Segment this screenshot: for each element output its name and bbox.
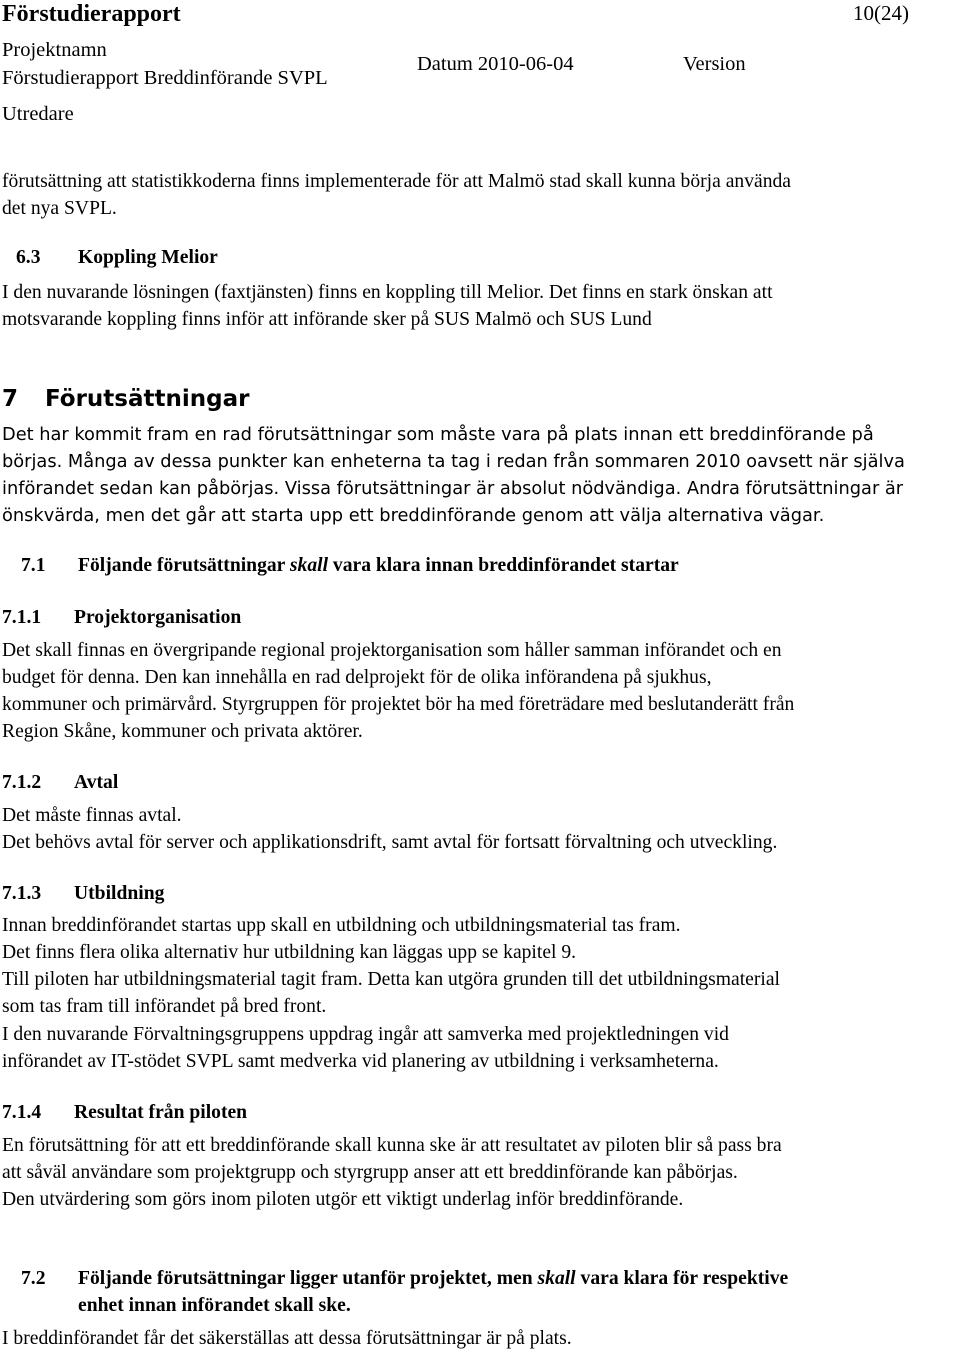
section-title: Utbildning (74, 883, 165, 904)
section-number: 7.2 (21, 1268, 46, 1289)
project-name-label: Projektnamn (2, 39, 107, 61)
s7-line-2: börjas. Många av dessa punkter kan enheterna ta tag i redan från sommaren 2010 oavsett när själva (2, 451, 905, 472)
section-number: 7.1.3 (2, 883, 42, 904)
section-7-2-heading-line-2: enhet innan införandet skall ske. (78, 1295, 351, 1316)
section-number: 6.3 (16, 247, 41, 268)
s7-1-3-line-4: som tas fram till införandet på bred front. (2, 996, 327, 1017)
section-title: Projektorganisation (74, 607, 242, 628)
section-7-heading (2, 388, 249, 411)
section-number: 7.1.4 (2, 1102, 42, 1123)
s7-1-3-line-6: införandet av IT-stödet SVPL samt medverka vid planering av utbildning i verksamheterna. (2, 1051, 719, 1072)
s7-1-4-line-2: att såväl användare som projektgrupp och styrgrupp anser att ett breddinförande kan påbörjas. (2, 1162, 738, 1183)
section-title: Koppling Melior (78, 247, 218, 268)
s7-1-2-line-1: Det måste finnas avtal. (2, 805, 182, 826)
s7-1-4-line-3: Den utvärdering som görs inom piloten utgör ett viktigt underlag inför breddinförande. (2, 1189, 684, 1210)
s7-1-3-line-3: Till piloten har utbildningsmaterial tagit fram. Detta kan utgöra grunden till det utbildningsmaterial (2, 969, 780, 990)
section-title: Resultat från piloten (74, 1102, 248, 1123)
version-label: Version (683, 53, 746, 75)
section-7-1-heading: 7.1 Följande förutsättningar skall vara klara innan breddinförandet startar (21, 555, 679, 576)
s6-3-line-1: I den nuvarande lösningen (faxtjänsten) finns en koppling till Melior. Det finns en stark önskan att (2, 282, 773, 303)
s7-1-3-line-5: I den nuvarande Förvaltningsgruppens uppdrag ingår att samverka med projektledningen vid (2, 1024, 729, 1045)
section-number: 7.1 (21, 555, 46, 576)
s7-line-4: önskvärda, men det går att starta upp ett breddinförande genom att välja alternativa vägar. (2, 505, 825, 526)
s7-line-3: införandet sedan kan påbörjas. Vissa förutsättningar är absolut nödvändiga. Andra förutsättningar är (2, 478, 904, 499)
document-title: Förstudierapport (2, 1, 181, 27)
s7-2-line-1: I breddinförandet får det säkerställas att dessa förutsättningar är på plats. (2, 1328, 572, 1349)
s7-1-1-line-2: budget för denna. Den kan innehålla en rad delprojekt för de olika införandena på sjukhus, (2, 667, 712, 688)
page-number: 10(24) (853, 1, 909, 25)
intro-line-1: förutsättning att statistikkoderna finns implementerade för att Malmö stad skall kunna börja använda (2, 171, 791, 192)
investigator-label: Utredare (2, 103, 74, 125)
s7-1-1-line-1: Det skall finnas en övergripande regional projektorganisation som håller samman införandet och en (2, 640, 782, 661)
intro-line-2: det nya SVPL. (2, 198, 117, 219)
s7-line-1: Det har kommit fram en rad förutsättningar som måste vara på plats innan ett breddinförande på (2, 424, 874, 445)
document-date: Datum 2010-06-04 (417, 53, 574, 75)
section-number: 7.1.1 (2, 607, 42, 628)
s7-1-2-line-2: Det behövs avtal för server och applikationsdrift, samt avtal för fortsatt förvaltning och utveckling. (2, 832, 778, 853)
s7-1-1-line-4: Region Skåne, kommuner och privata aktörer. (2, 721, 363, 742)
s7-1-3-line-1: Innan breddinförandet startas upp skall en utbildning och utbildningsmaterial tas fram. (2, 915, 681, 936)
section-number: 7.1.2 (2, 772, 42, 793)
section-title: Avtal (74, 772, 119, 793)
section-title: Förutsättningar (45, 386, 250, 412)
section-number: 7 (2, 386, 19, 412)
emphasis-skall: skall (537, 1268, 576, 1289)
s7-1-4-line-1: En förutsättning för att ett breddinförande skall kunna ske är att resultatet av piloten blir så pass bra (2, 1135, 782, 1156)
section-7-1-1-heading (2, 608, 241, 628)
s7-1-3-line-2: Det finns flera olika alternativ hur utbildning kan läggas upp se kapitel 9. (2, 942, 577, 963)
section-7-1-2-heading (2, 773, 118, 793)
section-6-3-heading (16, 248, 218, 268)
s6-3-line-2: motsvarande koppling finns inför att införande sker på SUS Malmö och SUS Lund (2, 309, 652, 330)
emphasis-skall: skall (289, 555, 329, 576)
section-7-1-4-heading (2, 1103, 247, 1123)
project-name: Förstudierapport Breddinförande SVPL (2, 67, 328, 89)
section-7-2-heading: 7.2 Följande förutsättningar ligger utanför projektet, men skall vara klara för respektive (21, 1268, 789, 1289)
s7-1-1-line-3: kommuner och primärvård. Styrgruppen för projektet bör ha med företrädare med beslutanderätt från (2, 694, 795, 715)
section-7-1-3-heading (2, 884, 164, 904)
